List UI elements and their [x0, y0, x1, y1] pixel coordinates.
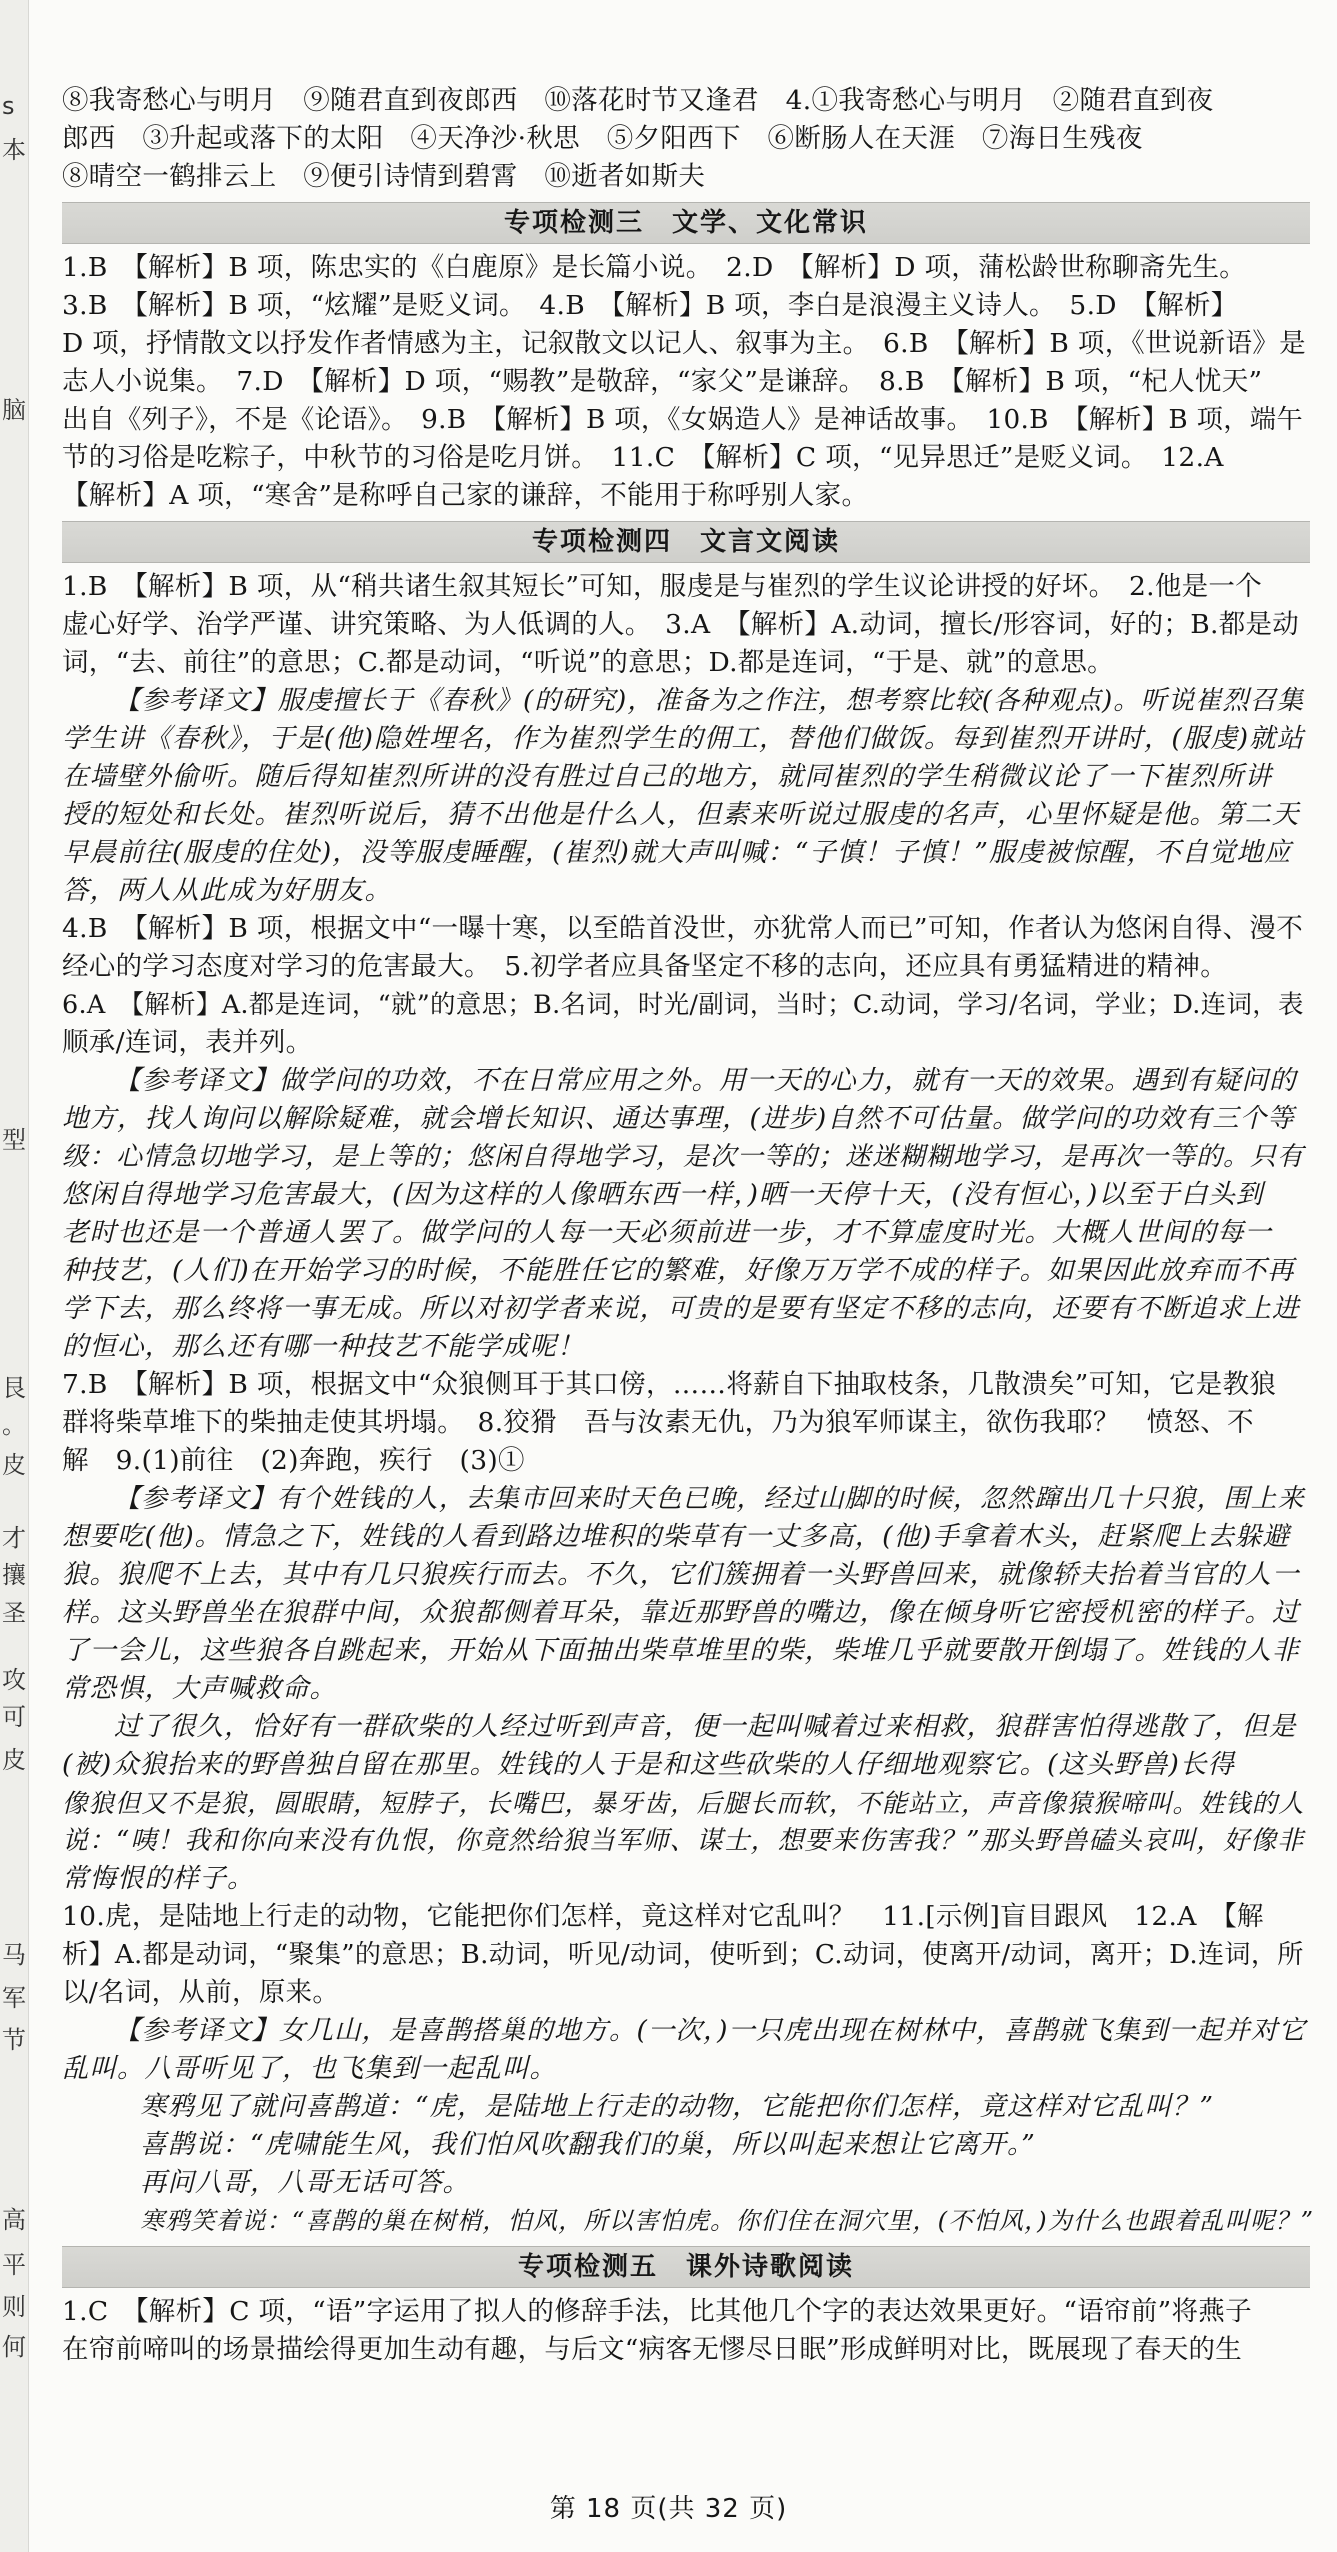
answer-line: 【解析】A 项，“寒舍”是称呼自己家的谦辞，不能用于称呼别人家。	[62, 480, 869, 511]
left-margin-strip	[0, 0, 29, 2552]
margin-char: 艮	[2, 1374, 26, 1402]
translation-line: 答，两人从此成为好朋友。	[62, 875, 392, 906]
translation-line: 了一会儿，这些狼各自跳起来，开始从下面抽出柴草堆里的柴，柴堆几乎就要散开倒塌了。姓钱的人非	[62, 1635, 1300, 1666]
translation-line: 种技艺，(人们)在开始学习的时候，不能胜任它的繁难，好像万万学不成的样子。如果因此放弃而不再	[62, 1255, 1295, 1286]
answer-line: 在帘前啼叫的场景描绘得更加生动有趣，与后文“病客无憀尽日眠”形成鲜明对比，既展现了春天的生	[62, 2334, 1243, 2365]
page-number: 第 18 页(共 32 页)	[549, 2494, 788, 2524]
translation-line: 【参考译文】做学问的功效，不在日常应用之外。用一天的心力，就有一天的效果。遇到有疑问的	[114, 1065, 1297, 1096]
margin-char: 皮	[2, 1746, 26, 1774]
translation-line: 早晨前往(服虔的住处)，没等服虔睡醒，(崔烈)就大声叫喊：“子慎！子慎！”服虔被惊醒，不自觉地应	[62, 837, 1292, 868]
answer-line: 6.A 【解析】A.都是连词，“就”的意思；B.名词，时光/副词，当时；C.动词，学习/名词，学业；D.连词，表	[62, 990, 1304, 1020]
margin-char: 本	[2, 136, 26, 164]
margin-char: 型	[2, 1126, 26, 1154]
margin-char: 才	[2, 1524, 26, 1552]
answer-line: 出自《列子》，不是《论语》。 9.B 【解析】B 项，《女娲造人》是神话故事。 10.B 【解析】B 项，端午	[62, 405, 1303, 435]
translation-line: 【参考译文】女几山，是喜鹊搭巢的地方。(一次，)一只虎出现在树林中，喜鹊就飞集到一起并对它	[114, 2015, 1306, 2046]
answer-line: 虚心好学、治学严谨、讲究策略、为人低调的人。 3.A 【解析】A.动词，擅长/形容词，好的；B.都是动	[62, 609, 1300, 640]
answer-key-document	[62, 82, 1315, 2369]
translation-line: 寒鸦笑着说：“喜鹊的巢在树梢，怕风，所以害怕虎。你们住在洞穴里，(不怕风，)为什么也跟着乱叫呢？”	[140, 2206, 1315, 2235]
margin-char: 可	[2, 1703, 26, 1731]
translation-line: 寒鸦见了就问喜鹊道：“虎，是陆地上行走的动物，它能把你们怎样，竟这样对它乱叫？”	[140, 2091, 1215, 2122]
section-heading: 专项检测四 文言文阅读	[62, 521, 1310, 563]
answer-line: 节的习俗是吃粽子，中秋节的习俗是吃月饼。 11.C 【解析】C 项，“见异思迁”是贬义词。 12.A	[62, 442, 1224, 473]
margin-char: 何	[2, 2333, 26, 2361]
answer-line: 7.B 【解析】B 项，根据文中“众狼侧耳于其口傍，……将薪自下抽取枝条，几散溃矣”可知，它是教狼	[62, 1369, 1277, 1400]
translation-line: 说：“咦！我和你向来没有仇恨，你竟然给狼当军师、谋士，想要来伤害我？”那头野兽磕头哀叫，好像非	[62, 1826, 1305, 1856]
answer-line: 10.虎，是陆地上行走的动物，它能把你们怎样，竟这样对它乱叫？ 11.[示例]盲目跟风 12.A 【解	[62, 1901, 1264, 1932]
margin-char: 攻	[2, 1666, 26, 1694]
translation-line: 【参考译文】服虔擅长于《春秋》(的研究)，准备为之作注，想考察比较(各种观点)。听说崔烈召集	[114, 686, 1305, 716]
answer-line: 4.B 【解析】B 项，根据文中“一曝十寒，以至皓首没世，亦犹常人而已”可知，作者认为悠闲自得、漫不	[62, 913, 1303, 944]
answer-line: 顺承/连词，表并列。	[62, 1027, 313, 1058]
margin-char: 军	[2, 1984, 26, 2012]
margin-char: 脑	[2, 396, 26, 424]
answer-line: 3.B 【解析】B 项，“炫耀”是贬义词。 4.B 【解析】B 项，李白是浪漫主义诗人。 5.D 【解析】	[62, 290, 1238, 321]
translation-line: 级：心情急切地学习，是上等的；悠闲自得地学习，是次一等的；迷迷糊糊地学习，是再次一等的。只有	[62, 1142, 1305, 1172]
margin-char: 平	[2, 2251, 26, 2279]
margin-char: s	[2, 92, 15, 120]
margin-char: 节	[2, 2026, 26, 2054]
answer-line: 1.C 【解析】C 项，“语”字运用了拟人的修辞手法，比其他几个字的表达效果更好。“语帘前”将燕子	[62, 2296, 1252, 2327]
answer-line: 词，“去、前往”的意思；C.都是动词，“听说”的意思；D.都是连词，“于是、就”的意思。	[62, 647, 1114, 678]
answer-line: 解 9.(1)前往 (2)奔跑，疾行 (3)①	[62, 1445, 525, 1476]
translation-line: 在墙壁外偷听。随后得知崔烈所讲的没有胜过自己的地方，就同崔烈的学生稍微议论了一下崔烈所讲	[62, 761, 1272, 792]
answer-line: 1.B 【解析】B 项，从“稍共诸生叙其短长”可知，服虔是与崔烈的学生议论讲授的好坏。 2.他是一个	[62, 571, 1263, 602]
translation-line: 学下去，那么终将一事无成。所以对初学者来说，可贵的是要有坚定不移的志向，还要有不断追求上进	[62, 1293, 1300, 1324]
translation-line: 过了很久，恰好有一群砍柴的人经过听到声音，便一起叫喊着过来相救，狼群害怕得逃散了，但是	[114, 1711, 1297, 1742]
translation-line: 想要吃(他)。情急之下，姓钱的人看到路边堆积的柴草有一丈多高，(他)手拿着木头，赶紧爬上去躲避	[62, 1521, 1290, 1552]
margin-char: 则	[2, 2293, 26, 2321]
answer-line: ⑧我寄愁心与明月 ⑨随君直到夜郎西 ⑩落花时节又逢君 4.①我寄愁心与明月 ②随君直到夜	[62, 85, 1214, 116]
answer-line: 以/名词，从前，原来。	[62, 1977, 340, 2008]
margin-char: 高	[2, 2206, 26, 2234]
answer-line: 群将柴草堆下的柴抽走使其坍塌。 8.狡猾 吾与汝素无仇，乃为狼军师谋主，欲伤我耶？ 愤怒、不	[62, 1407, 1254, 1438]
translation-line: 地方，找人询问以解除疑难，就会增长知识、通达事理，(进步)自然不可估量。做学问的功效有三个等	[62, 1103, 1295, 1134]
answer-line: D 项，抒情散文以抒发作者情感为主，记叙散文以记人、叙事为主。 6.B 【解析】B 项，《世说新语》是	[62, 328, 1306, 359]
answer-line: 经心的学习态度对学习的危害最大。 5.初学者应具备坚定不移的志向，还应具有勇猛精进的精神。	[62, 951, 1228, 982]
translation-line: 授的短处和长处。崔烈听说后，猜不出他是什么人，但素来听说过服虔的名声，心里怀疑是他。第二天	[62, 799, 1300, 830]
translation-line: 的恒心，那么还有哪一种技艺不能学成呢！	[62, 1331, 585, 1362]
answer-line: 郎西 ③升起或落下的太阳 ④天净沙·秋思 ⑤夕阳西下 ⑥断肠人在天涯 ⑦海日生残夜	[62, 123, 1143, 154]
margin-char: 。	[2, 1411, 26, 1439]
translation-line: 喜鹊说：“虎啸能生风，我们怕风吹翻我们的巢，所以叫起来想让它离开。”	[140, 2129, 1036, 2160]
answer-line: 1.B 【解析】B 项，陈忠实的《白鹿原》是长篇小说。 2.D 【解析】D 项，蒲松龄世称聊斋先生。	[62, 252, 1247, 283]
section-heading: 专项检测三 文学、文化常识	[62, 202, 1310, 244]
translation-line: 【参考译文】有个姓钱的人，去集市回来时天色已晚，经过山脚的时候，忽然蹿出几十只狼，围上来	[114, 1484, 1305, 1514]
translation-line: 乱叫。八哥听见了，也飞集到一起乱叫。	[62, 2053, 557, 2084]
translation-line: 再问八哥，八哥无话可答。	[140, 2167, 470, 2198]
section-heading: 专项检测五 课外诗歌阅读	[62, 2246, 1310, 2288]
answer-line: 志人小说集。 7.D 【解析】D 项，“赐教”是敬辞，“家父”是谦辞。 8.B 【解析】B 项，“杞人忧天”	[62, 366, 1263, 397]
translation-line: 学生讲《春秋》，于是(他)隐姓埋名，作为崔烈学生的佣工，替他们做饭。每到崔烈开讲时，(服虔)就站	[62, 723, 1305, 754]
translation-line: 像狼但又不是狼，圆眼睛，短脖子，长嘴巴，暴牙齿，后腿长而软，不能站立，声音像猿猴啼叫。姓钱的人	[62, 1788, 1305, 1818]
translation-line: 样。这头野兽坐在狼群中间，众狼都侧着耳朵，靠近那野兽的嘴边，像在倾身听它密授机密的样子。过	[62, 1597, 1300, 1628]
margin-char: 马	[2, 1941, 26, 1969]
translation-line: 老时也还是一个普通人罢了。做学问的人每一天必须前进一步，才不算虚度时光。大概人世间的每一	[62, 1217, 1272, 1248]
translation-line: 狼。狼爬不上去，其中有几只狼疾行而去。不久，它们簇拥着一头野兽回来，就像轿夫抬着当官的人一	[62, 1559, 1300, 1590]
answer-line: ⑧晴空一鹤排云上 ⑨便引诗情到碧霄 ⑩逝者如斯夫	[62, 161, 706, 192]
translation-line: 常恐惧，大声喊救命。	[62, 1673, 337, 1704]
translation-line: 常悔恨的样子。	[62, 1863, 255, 1894]
translation-line: 悠闲自得地学习危害最大，(因为这样的人像晒东西一样，)晒一天停十天，(没有恒心，)以至于白头到	[62, 1179, 1264, 1210]
margin-char: 攘	[2, 1561, 26, 1589]
margin-char: 圣	[2, 1599, 26, 1627]
answer-line: 析】A.都是动词，“聚集”的意思；B.动词，听见/动词，使听到；C.动词，使离开/动词，离开；D.连词，所	[62, 1940, 1304, 1970]
translation-line: (被)众狼抬来的野兽独自留在那里。姓钱的人于是和这些砍柴的人仔细地观察它。(这头野兽)长得	[62, 1749, 1235, 1780]
margin-char: 皮	[2, 1451, 26, 1479]
